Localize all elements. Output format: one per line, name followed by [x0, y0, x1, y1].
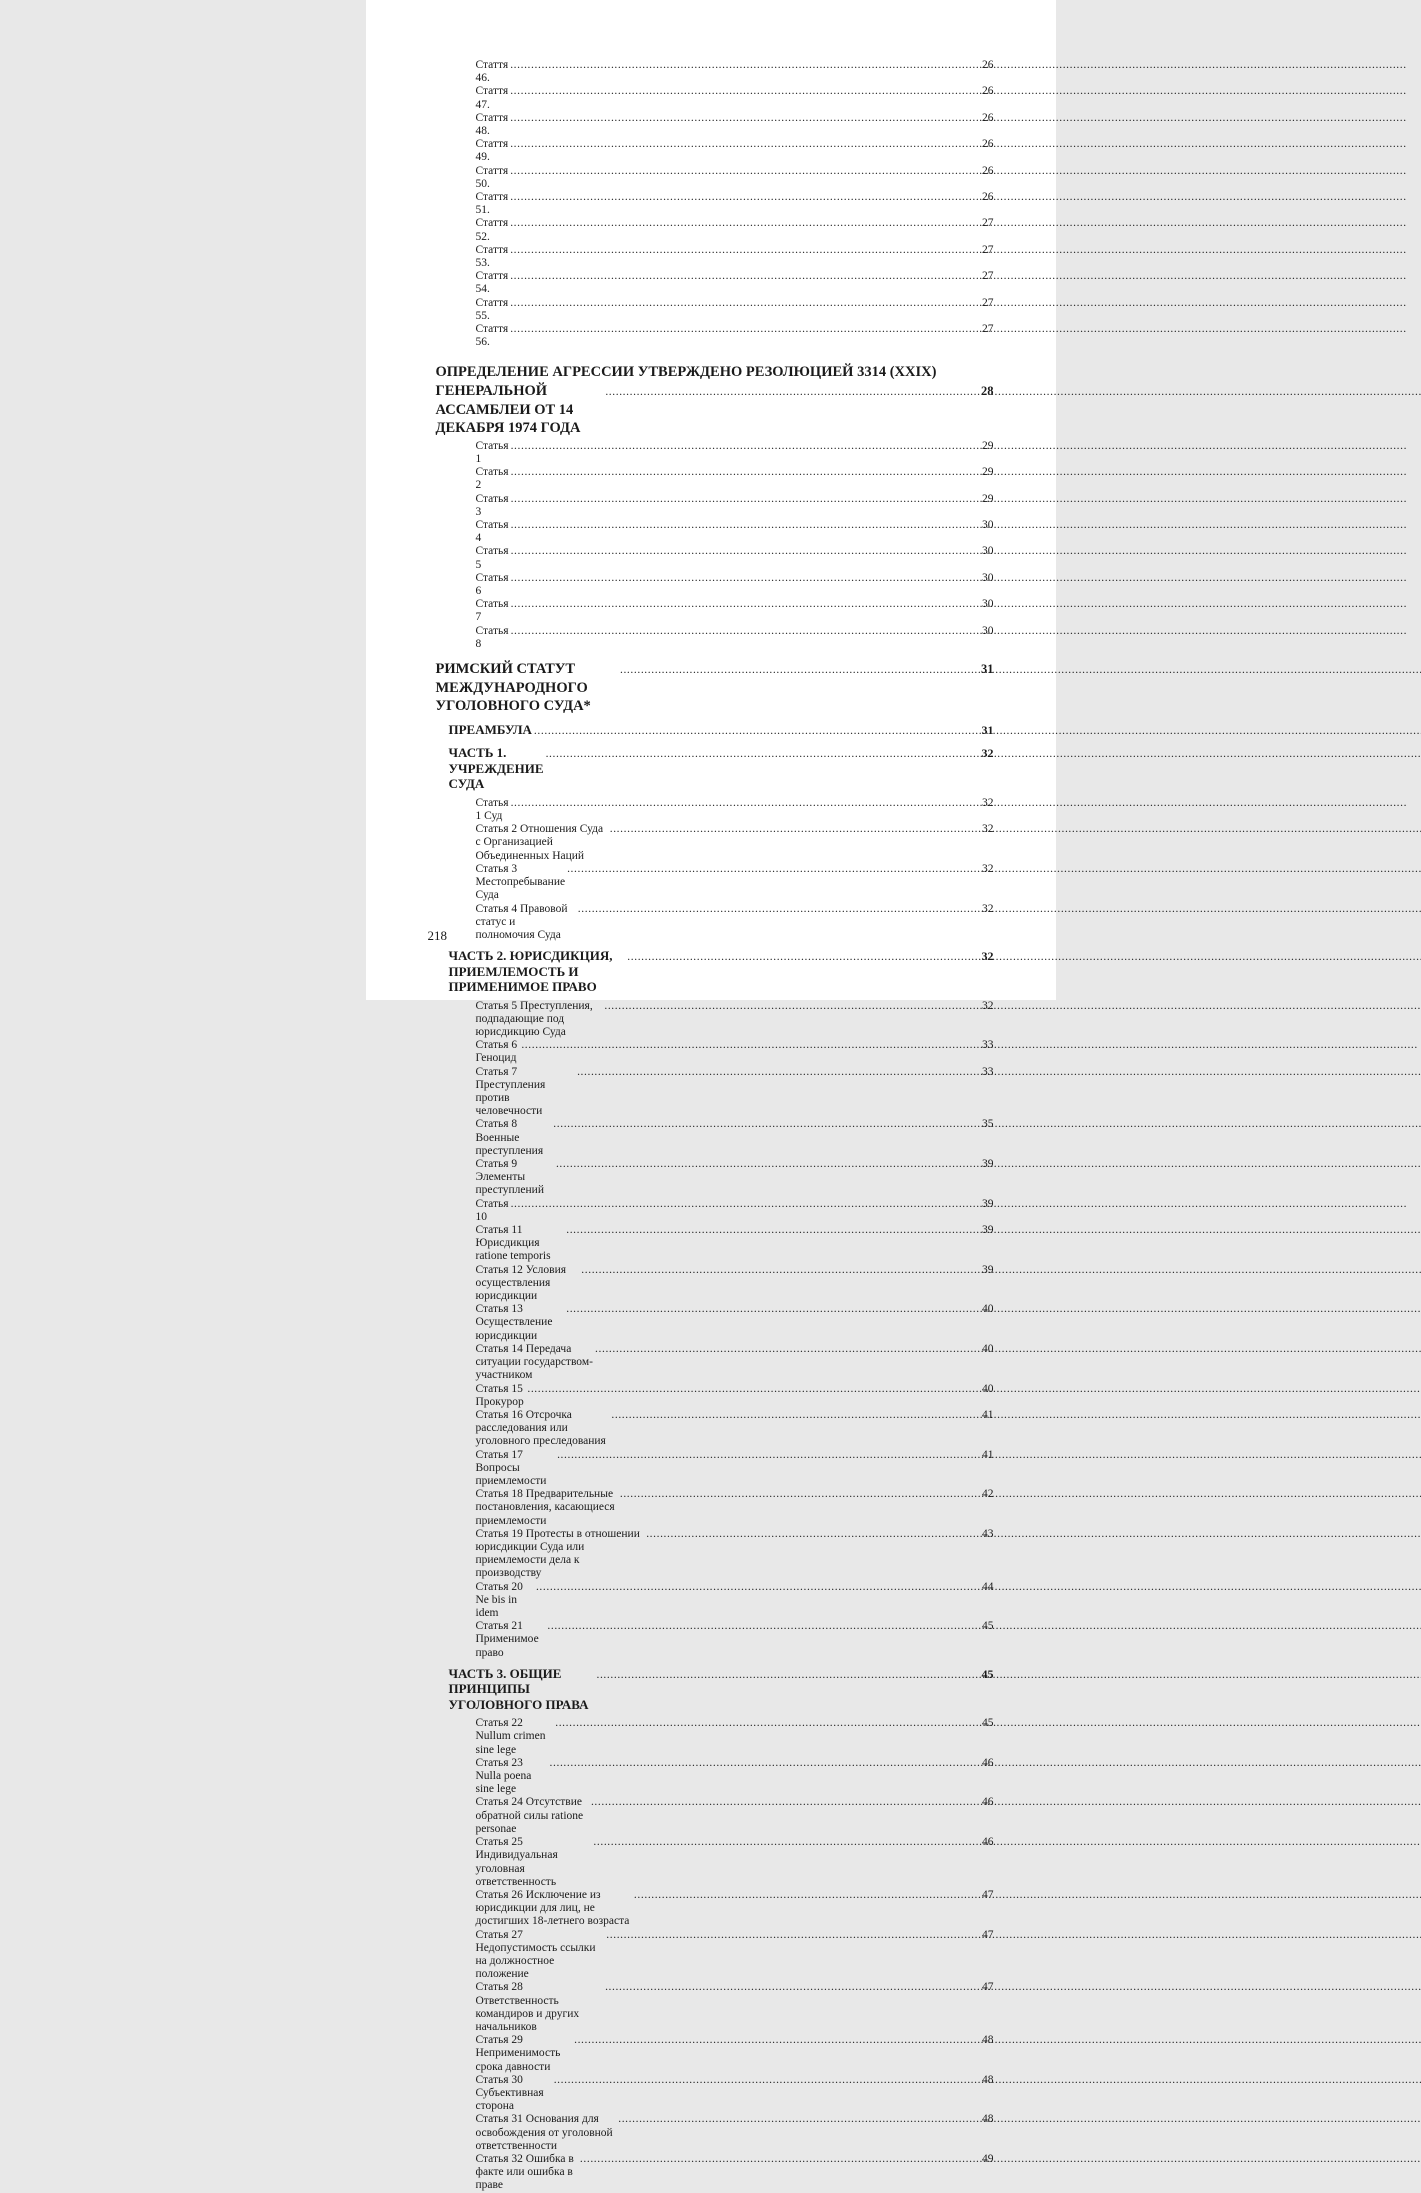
- toc-page-number: 27: [982, 296, 994, 309]
- part-heading: [449, 1666, 994, 1713]
- toc-entry-label: Статья 1: [475, 439, 509, 466]
- toc-entry: [476, 1343, 994, 1383]
- toc-page-number: 42: [982, 1488, 994, 1501]
- toc-page-number: 26: [982, 191, 994, 204]
- toc-entry-label: Статья 14 Передача ситуации государством-участником: [475, 1342, 593, 1382]
- toc-entry-label: Статья 23 Nulla poena sine lege: [475, 1756, 532, 1796]
- toc-page-number: 43: [982, 1527, 994, 1540]
- toc-entry: [476, 1198, 994, 1224]
- toc-entry-label: Стаття 50.: [475, 164, 509, 190]
- toc-entry: [476, 1889, 994, 1929]
- toc-entry: [476, 440, 994, 466]
- toc-entry-label: Статья 7 Преступления против человечности: [475, 1065, 546, 1118]
- toc-entry: [476, 1118, 994, 1158]
- toc-entry: [476, 545, 994, 571]
- toc-entry: [476, 823, 994, 863]
- toc-page-number: 46: [982, 1796, 994, 1809]
- dot-leader: [510, 165, 981, 178]
- toc-entry: [476, 244, 994, 270]
- dot-leader: [510, 59, 981, 72]
- toc-page-number: 49: [982, 2152, 994, 2165]
- toc-page-number: 27: [982, 323, 994, 336]
- toc-page-number: 29: [982, 466, 994, 479]
- toc-page-number: 48: [982, 2113, 994, 2126]
- dot-leader: [511, 572, 981, 585]
- dot-leader: [555, 1717, 981, 1730]
- toc-entry-label: Статья 13 Осуществление юрисдикции: [475, 1303, 553, 1342]
- dot-leader: [634, 1889, 981, 1902]
- toc-entry: [476, 797, 994, 823]
- toc-entry: [476, 1000, 994, 1040]
- toc-entry: [476, 1449, 994, 1489]
- toc-entry: [476, 1981, 994, 2034]
- toc-entry-label: Стаття 47.: [475, 85, 509, 111]
- toc-page-number: 41: [982, 1448, 994, 1461]
- section-title-line: ГЕНЕРАЛЬНОЙ АССАМБЛЕИ ОТ 14 ДЕКАБРЯ 1974 ГОДА: [435, 383, 581, 437]
- dot-leader: [610, 823, 981, 836]
- toc-blocks: [366, 0, 1056, 2193]
- toc-page-number: 39: [982, 1158, 994, 1171]
- toc-page-number: 35: [982, 1118, 994, 1131]
- dot-leader: [511, 598, 981, 611]
- toc-page-number: 39: [982, 1224, 994, 1237]
- dot-leader: [611, 1409, 981, 1422]
- toc-page-number: 45: [981, 1666, 994, 1681]
- toc-page-number: 27: [982, 270, 994, 283]
- toc-entry-label: Статья 18 Предварительные постановления, касающиеся приемлемости: [475, 1488, 615, 1527]
- toc-entry-label: Статья 30 Субъективная сторона: [475, 2073, 544, 2113]
- toc-page-number: 26: [982, 164, 994, 177]
- toc-entry: [476, 191, 994, 217]
- dot-leader: [605, 1981, 981, 1994]
- toc-entry-label: Стаття 56.: [475, 323, 509, 349]
- dot-leader: [510, 217, 981, 230]
- toc-entry-label: Стаття 48.: [475, 111, 509, 138]
- toc-page-number: 47: [982, 1928, 994, 1941]
- toc-entry-label: Стаття 46.: [475, 59, 509, 85]
- toc-page-number: 27: [982, 217, 994, 230]
- toc-entry-label: Статья 24 Отсутствие обратной силы ratione personae: [475, 1796, 584, 1835]
- toc-page-number: 39: [982, 1197, 994, 1210]
- toc-page-number: 40: [982, 1303, 994, 1316]
- toc-page-number: 26: [982, 111, 994, 124]
- toc-entry-label: Статья 8: [475, 624, 509, 650]
- part-title: ЧАСТЬ 3. ОБЩИЕ ПРИНЦИПЫ УГОЛОВНОГО ПРАВА: [448, 1665, 589, 1712]
- toc-entry-label: Статья 11 Юрисдикция ratione temporis: [475, 1224, 551, 1263]
- dot-leader: [574, 2034, 981, 2047]
- toc-entry: [476, 1488, 994, 1528]
- toc-page-number: 33: [982, 1039, 994, 1052]
- part-title: ЧАСТЬ 2. ЮРИСДИКЦИЯ, ПРИЕМЛЕМОСТЬ И ПРИМЕНИМОЕ ПРАВО: [448, 948, 613, 995]
- toc-entry-label: Статья 26 Исключение из юрисдикции для лиц, не достигших 18-летнего возраста: [475, 1888, 630, 1928]
- toc-entry: [476, 2113, 994, 2153]
- dot-leader: [556, 1158, 981, 1171]
- toc-entry-label: Статья 15 Прокурор: [475, 1382, 524, 1408]
- toc-entry: [476, 297, 994, 323]
- toc-page-number: 45: [982, 1717, 994, 1730]
- toc-block: [436, 745, 994, 942]
- toc-entry-label: Статья 6: [475, 571, 509, 598]
- dot-leader: [618, 2113, 981, 2126]
- dot-leader: [606, 1929, 981, 1942]
- toc-entry-label: Статья 25 Индивидуальная уголовная ответственность: [475, 1836, 558, 1888]
- dot-leader: [554, 2074, 981, 2087]
- toc-entry-label: Стаття 52.: [475, 217, 509, 243]
- toc-entry: [476, 1836, 994, 1889]
- section-title-row: [436, 382, 994, 438]
- part-heading: [449, 745, 994, 792]
- toc-entry-label: Статья 28 Ответственность командиров и других начальников: [475, 1981, 580, 2033]
- dot-leader: [510, 191, 981, 204]
- toc-page-number: 31: [981, 662, 994, 677]
- dot-leader: [566, 1224, 981, 1237]
- toc-entry: [476, 1383, 994, 1409]
- dot-leader: [511, 1198, 981, 1211]
- toc-page-number: 28: [981, 384, 994, 399]
- dot-leader: [646, 1528, 981, 1541]
- dot-leader: [511, 493, 981, 506]
- toc-entry: [476, 598, 994, 624]
- toc-entry: [476, 138, 994, 164]
- page-footer-number: 218: [427, 928, 447, 943]
- dot-leader: [596, 1668, 980, 1684]
- toc-entry: [476, 572, 994, 598]
- toc-page-number: 30: [982, 598, 994, 611]
- toc-entry: [476, 1066, 994, 1119]
- toc-entry-label: Стаття 51.: [475, 191, 509, 217]
- toc-entry-label: Статья 9 Элементы преступлений: [475, 1158, 544, 1197]
- toc-entry: [476, 1409, 994, 1449]
- dot-leader: [534, 724, 981, 740]
- dot-leader: [557, 1449, 981, 1462]
- toc-page-number: 30: [982, 545, 994, 558]
- toc-page-number: 26: [982, 138, 994, 151]
- toc-entry: [476, 59, 994, 85]
- toc-entry: [476, 2153, 994, 2193]
- section-title-row: [436, 660, 994, 716]
- section-heading: [436, 363, 994, 437]
- toc-entry-label: Статья 22 Nullum crimen sine lege: [475, 1717, 546, 1756]
- toc-entry-label: Статья 12 Условия осуществления юрисдикции: [475, 1263, 567, 1303]
- dot-leader: [547, 1620, 981, 1633]
- toc-entry-label: Статья 10: [475, 1197, 509, 1223]
- toc-entry: [476, 323, 994, 349]
- toc-page-number: 46: [982, 1836, 994, 1849]
- dot-leader: [578, 903, 981, 916]
- dot-leader: [620, 1488, 981, 1501]
- toc-entry-label: Статья 3: [475, 492, 509, 518]
- toc-page-number: 32: [982, 999, 994, 1012]
- dot-leader: [595, 1343, 981, 1356]
- toc-entry-label: Статья 6 Геноцид: [475, 1039, 518, 1065]
- toc-entry: [476, 863, 994, 903]
- dot-leader: [510, 244, 981, 257]
- toc-entry-label: Стаття 54.: [475, 270, 509, 296]
- dot-leader: [566, 1303, 981, 1316]
- toc-entry: [476, 85, 994, 111]
- toc-page-number: 26: [982, 59, 994, 71]
- dot-leader: [591, 1796, 981, 1809]
- toc-page-number: 40: [982, 1382, 994, 1395]
- toc-entry-label: Статья 27 Недопустимость ссылки на должностное положение: [475, 1928, 596, 1981]
- toc-entry: [476, 466, 994, 492]
- toc-page-number: 29: [982, 439, 994, 452]
- toc-page-number: 44: [982, 1580, 994, 1593]
- part-title: ЧАСТЬ 1. УЧРЕЖДЕНИЕ СУДА: [448, 745, 544, 792]
- section-heading: [436, 660, 994, 716]
- toc-page-number: 32: [982, 823, 994, 836]
- dot-leader: [510, 85, 981, 98]
- toc-page-number: 46: [982, 1756, 994, 1769]
- toc-page-number: 48: [982, 2034, 994, 2047]
- toc-page-number: 27: [982, 243, 994, 256]
- toc-page-number: 48: [982, 2073, 994, 2086]
- toc-entry-label: Статья 2 Отношения Суда с Организацией Объединенных Наций: [475, 823, 604, 862]
- toc-entry: [476, 1528, 994, 1581]
- toc-entry-label: Статья 32 Ошибка в факте или ошибка в праве: [475, 2152, 574, 2192]
- toc-block: [436, 660, 994, 716]
- dot-leader: [581, 1264, 981, 1277]
- toc-block: [436, 1666, 994, 2193]
- toc-entry: [476, 1039, 994, 1065]
- toc-page-number: 32: [982, 796, 994, 809]
- dot-leader: [550, 1757, 981, 1770]
- dot-leader: [510, 323, 981, 336]
- toc-entry-label: Статья 31 Основания для освобождения от уголовной ответственности: [475, 2113, 613, 2152]
- part-title: ПРЕАМБУЛА: [448, 721, 532, 737]
- toc-entry-label: Статья 4 Правовой статус и полномочия Суда: [475, 902, 568, 941]
- dot-leader: [580, 2153, 981, 2166]
- dot-leader: [510, 270, 981, 283]
- toc-entry-label: Статья 29 Неприменимость срока давности: [475, 2034, 561, 2073]
- toc-entry: [476, 625, 994, 651]
- toc-entry-label: Статья 8 Военные преступления: [475, 1118, 544, 1157]
- toc-entry: [476, 217, 994, 243]
- toc-entry-label: Статья 20 Ne bis in idem: [475, 1580, 523, 1619]
- dot-leader: [510, 297, 981, 310]
- toc-page-number: 29: [982, 492, 994, 505]
- part-heading: [449, 948, 994, 995]
- toc-page-number: 30: [982, 624, 994, 637]
- toc-entry: [476, 519, 994, 545]
- toc-entry: [476, 1581, 994, 1621]
- toc-page-number: 30: [982, 519, 994, 532]
- toc-entry-label: Статья 7: [475, 598, 509, 624]
- toc-entry-label: Статья 17 Вопросы приемлемости: [475, 1448, 547, 1487]
- dot-leader: [527, 1383, 981, 1396]
- dot-leader: [510, 138, 981, 151]
- dot-leader: [511, 545, 981, 558]
- toc-entry: [476, 1158, 994, 1198]
- dot-leader: [511, 797, 981, 810]
- dot-leader: [593, 1836, 981, 1849]
- toc-page-number: 39: [982, 1263, 994, 1276]
- toc-entry: [476, 1717, 994, 1757]
- toc-page-number: 41: [982, 1408, 994, 1421]
- toc-block: [436, 722, 994, 740]
- toc-page-number: 26: [982, 85, 994, 98]
- toc-entry: [476, 165, 994, 191]
- dot-leader: [605, 383, 980, 402]
- toc-entry-label: Стаття 53.: [475, 243, 509, 270]
- toc-page-number: 32: [982, 862, 994, 875]
- toc-entry: [476, 2074, 994, 2114]
- toc-entry: [476, 2034, 994, 2074]
- toc-entry-label: Статья 4: [475, 519, 509, 545]
- dot-leader: [620, 661, 980, 680]
- dot-leader: [627, 950, 980, 966]
- toc-page-number: 47: [982, 1888, 994, 1901]
- toc-entry-label: Статья 16 Отсрочка расследования или уголовного преследования: [475, 1408, 606, 1448]
- toc-page-number: 32: [982, 902, 994, 915]
- toc-entry: [476, 1224, 994, 1264]
- toc-entry: [476, 493, 994, 519]
- dot-leader: [536, 1581, 981, 1594]
- dot-leader: [567, 863, 981, 876]
- toc-entry: [476, 1264, 994, 1304]
- toc-entry: [476, 1620, 994, 1660]
- dot-leader: [511, 440, 981, 453]
- dot-leader: [511, 625, 981, 638]
- toc-page-number: 32: [981, 746, 994, 761]
- section-title-line: ОПРЕДЕЛЕНИЕ АГРЕССИИ УТВЕРЖДЕНО РЕЗОЛЮЦИЕЙ 3314 (XXIX): [435, 364, 937, 381]
- toc-block: [436, 948, 994, 1660]
- toc-page-number: 30: [982, 571, 994, 584]
- dot-leader: [511, 519, 981, 532]
- toc-entry-label: Стаття 55.: [475, 296, 509, 322]
- dot-leader: [577, 1066, 981, 1079]
- dot-leader: [553, 1118, 981, 1131]
- toc-page-number: 47: [982, 1981, 994, 1994]
- toc-entry-label: Статья 5 Преступления, подпадающие под юрисдикцию Суда: [475, 999, 593, 1039]
- toc-page-number: 40: [982, 1342, 994, 1355]
- part-heading: [449, 722, 994, 740]
- toc-page-number: 33: [982, 1065, 994, 1078]
- toc-entry-label: Статья 3 Местопребывание Суда: [475, 862, 566, 902]
- toc-block: [436, 363, 994, 651]
- toc-entry: [476, 1757, 994, 1797]
- section-title-line: РИМСКИЙ СТАТУТ МЕЖДУНАРОДНОГО УГОЛОВНОГО СУДА*: [435, 661, 591, 715]
- toc-page-number: 32: [981, 949, 994, 964]
- toc-entry: [476, 1303, 994, 1343]
- document-page: [366, 0, 1056, 2192]
- dot-leader: [511, 466, 981, 479]
- toc-entry-label: Стаття 49.: [475, 138, 509, 164]
- toc-entry: [476, 903, 994, 943]
- toc-page-number: 45: [982, 1620, 994, 1633]
- toc-page-number: 31: [981, 722, 994, 737]
- toc-entry-label: Статья 21 Применимое право: [475, 1620, 539, 1659]
- toc-entry-label: Статья 19 Протесты в отношении юрисдикции Суда или приемлемости дела к производству: [475, 1527, 640, 1580]
- toc-entry: [476, 1929, 994, 1982]
- dot-leader: [510, 112, 981, 125]
- dot-leader: [546, 747, 981, 763]
- dot-leader: [521, 1039, 981, 1052]
- toc-entry: [476, 270, 994, 296]
- toc-entry-label: Статья 5: [475, 545, 509, 571]
- toc-entry-label: Статья 2: [475, 466, 509, 492]
- toc-entry-label: Статья 1 Суд: [475, 796, 509, 823]
- toc-block: [436, 59, 994, 349]
- toc-entry: [476, 1796, 994, 1836]
- dot-leader: [604, 1000, 981, 1013]
- toc-entry: [476, 112, 994, 138]
